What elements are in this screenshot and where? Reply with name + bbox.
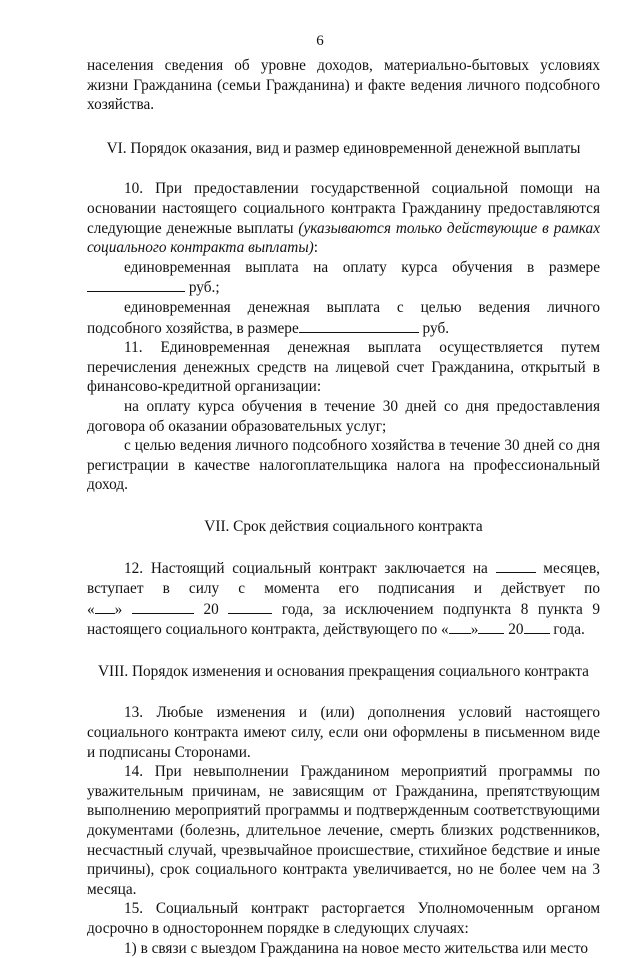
payment-item-1-unit: руб.; [185, 279, 220, 297]
paragraph-12-text: 12. Настоящий социальный контракт заключается на [124, 560, 488, 578]
paragraph-15: 15. Социальный контракт расторгается Уполномоченным органом досрочно в одностороннем порядке в следующих случаях: [87, 900, 600, 937]
paragraph-12-exception: года, за исключением подпункта 8 пункта 9 [281, 600, 601, 618]
paragraph-12-clause: настоящего социального контракта, действующего по « [87, 621, 449, 639]
year-prefix-1: 20 [203, 600, 219, 618]
paragraph-continuation: населения сведения об уровне доходов, материально-бытовых условиях жизни Гражданина (семьи Гражданина) и факте ведения личного подсобного хозяйства. [87, 57, 600, 114]
paragraph-13: 13. Любые изменения и (или) дополнения условий настоящего социального контракта имеют силу, если они оформлены в письменном виде и подписаны Сторонами. [87, 704, 600, 761]
month-blank-2 [478, 619, 504, 634]
paragraph-14: 14. При невыполнении Гражданином мероприятий программы по уважительным причинам, не зависящим от Гражданина, препятствующим выполнению мероприятий программы и подтвержденным соответствующими документами (болезнь, длительное лечение, смерть близких родственников, несчастный случай, чрезвычайное происшествие, стихийное бедствие и иные причины), срок социального контракта увеличивается, но не более чем на 3 месяца. [87, 763, 600, 898]
quote-open: « [87, 600, 95, 618]
paragraph-12-end: года. [549, 621, 585, 639]
payment-item-2 [87, 298, 600, 338]
paragraph-10 [87, 179, 600, 257]
year-blank-2 [524, 619, 550, 634]
paragraph-12-line1 [87, 558, 600, 579]
section-heading-vii: VII. Срок действия социального контракта [204, 517, 483, 535]
month-blank-1 [132, 599, 194, 614]
year-blank-1 [228, 599, 272, 614]
paragraph-12-line3 [87, 599, 600, 620]
paragraph-11: 11. Единовременная денежная выплата осуществляется путем перечисления денежных средств на лицевой счет Гражданина, открытый в финансово-кредитной организации: [87, 339, 600, 396]
paragraph-10-text: 10. При предоставлении государственной социальной помощи на основании настоящего социального контракта Гражданину предоставляются следующие денежные выплаты [87, 180, 600, 237]
paragraph-12-line2: вступает в силу с момента его подписания и действует по [87, 580, 600, 598]
document-body [87, 56, 600, 958]
paragraph-10-colon: : [313, 239, 319, 257]
paragraph-11-item-1: на оплату курса обучения в течение 30 дней со дня предоставления договора об оказании образовательных услуг; [87, 397, 600, 435]
paragraph-15-item-1: 1) в связи с выездом Гражданина на новое место жительства или место [124, 939, 588, 957]
section-heading-vi: VI. Порядок оказания, вид и размер единовременной денежной выплаты [106, 139, 581, 157]
amount-blank-2 [299, 318, 419, 333]
quote-close-2: » [470, 621, 479, 639]
payment-item-1-line1: единовременная выплата на оплату курса обучения в размере [124, 258, 600, 276]
payment-item-2-unit: руб. [418, 319, 450, 337]
months-blank [496, 558, 536, 573]
payment-item-1-line2 [87, 277, 600, 298]
amount-blank-1 [87, 277, 185, 292]
quote-close: » [114, 600, 123, 618]
section-heading-viii: VIII. Порядок изменения и основания прекращения социального контракта [98, 662, 589, 680]
day-blank-1 [95, 599, 115, 614]
year-prefix-2: 20 [504, 621, 524, 639]
payment-item-2-text: единовременная денежная выплата с целью ведения личного подсобного хозяйства, в размере [87, 298, 600, 337]
day-blank-2 [449, 619, 471, 634]
paragraph-11-item-2: с целью ведения личного подсобного хозяйства в течение 30 дней со дня регистрации в качестве налогоплательщика налога на профессиональный доход. [87, 437, 600, 494]
paragraph-12-line4 [87, 619, 600, 640]
paragraph-10-note: (указываются только действующие в рамках социального контракта выплаты) [87, 219, 600, 257]
paragraph-12-months: месяцев, [543, 560, 600, 578]
page-number: 6 [316, 33, 324, 49]
